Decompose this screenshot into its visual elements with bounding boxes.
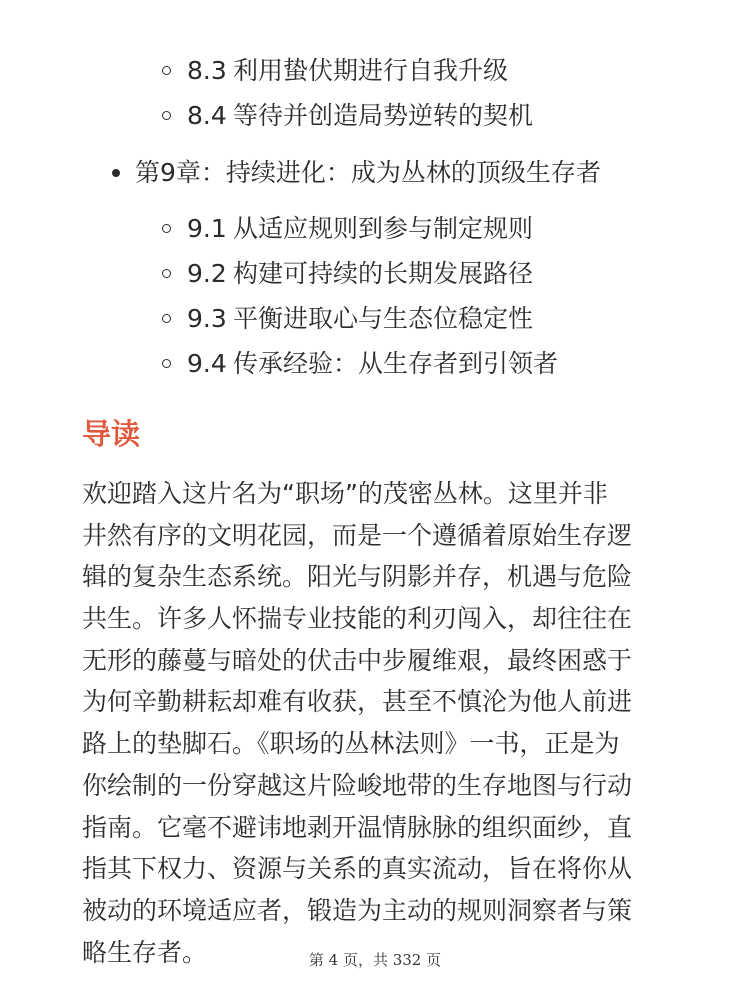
paragraph-line: 路上的垫脚石。《职场的丛林法则》一书，正是为 xyxy=(82,729,620,759)
hollow-bullet-icon xyxy=(162,111,171,120)
hollow-bullet-icon xyxy=(162,269,171,278)
filled-bullet-icon xyxy=(112,169,120,177)
paragraph-line: 辑的复杂生态系统。阳光与阴影并存，机遇与危险 xyxy=(82,562,633,592)
section-number: 9.1 xyxy=(187,214,227,243)
section-title: 从适应规则到参与制定规则 xyxy=(233,214,534,243)
paragraph-line: 你绘制的一份穿越这片险峻地带的生存地图与行动 xyxy=(82,770,633,800)
hollow-bullet-icon xyxy=(162,224,171,233)
paragraph-line: 欢迎踏入这片名为“职场”的茂密丛林。这里并非 xyxy=(82,479,608,508)
intro-paragraph xyxy=(82,473,702,973)
section-number: 8.4 xyxy=(187,101,227,130)
paragraph-line: 为何辛勤耕耘却难有收获，甚至不慎沦为他人前进 xyxy=(82,687,633,717)
hollow-bullet-icon xyxy=(162,359,171,368)
page-footer: 第 4 页，共 332 页 xyxy=(308,951,442,969)
section-title: 利用蛰伏期进行自我升级 xyxy=(233,56,509,85)
hollow-bullet-icon xyxy=(162,66,171,75)
section-heading: 导读 xyxy=(82,417,141,451)
section-title: 平衡进取心与生态位稳定性 xyxy=(233,304,534,333)
section-title: 构建可持续的长期发展路径 xyxy=(233,259,534,288)
section-title: 等待并创造局势逆转的契机 xyxy=(233,101,534,130)
chapter-title: 第9章：持续进化：成为丛林的顶级生存者 xyxy=(135,158,601,187)
section-number: 9.2 xyxy=(187,259,227,288)
paragraph-line: 井然有序的文明花园，而是一个遵循着原始生存逻 xyxy=(82,520,633,550)
paragraph-line: 指南。它毫不避讳地剥开温情脉脉的组织面纱，直 xyxy=(82,812,633,842)
section-number: 9.4 xyxy=(187,349,227,378)
paragraph-line: 无形的藤蔓与暗处的伏击中步履维艰，最终困惑于 xyxy=(82,645,633,675)
hollow-bullet-icon xyxy=(162,314,171,323)
paragraph-line: 略生存者。 xyxy=(82,937,208,967)
paragraph-line: 指其下权力、资源与关系的真实流动，旨在将你从 xyxy=(82,854,633,884)
section-number: 9.3 xyxy=(187,304,227,333)
section-number: 8.3 xyxy=(187,56,227,85)
paragraph-line: 共生。许多人怀揣专业技能的利刃闯入，却往往在 xyxy=(82,604,633,634)
section-title: 传承经验：从生存者到引领者 xyxy=(233,349,559,378)
paragraph-line: 被动的环境适应者，锻造为主动的规则洞察者与策 xyxy=(82,895,633,925)
